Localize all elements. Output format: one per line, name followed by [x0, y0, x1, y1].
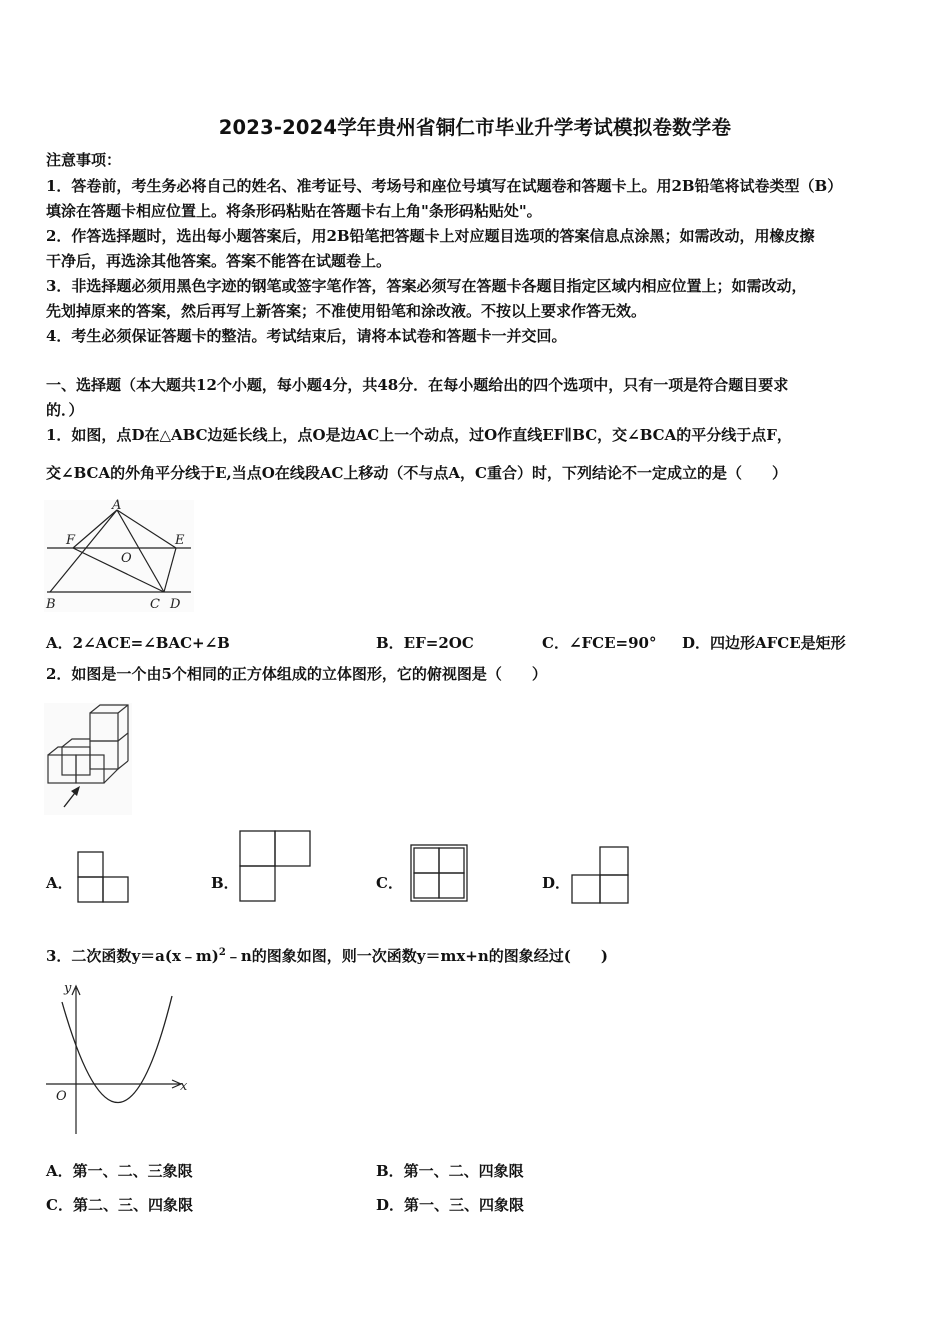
q2-option-c-label[interactable]: C．: [376, 874, 403, 892]
q2-option-a-label[interactable]: A．: [46, 874, 73, 892]
notice-line: 3．非选择题必须用黑色字迹的钢笔或签字笔作答，答案必须写在答题卡各题目指定区域内相应位置上；如需改动，: [46, 277, 807, 295]
q3-stem-pre: 3．二次函数y＝a(x﹣m): [46, 947, 219, 965]
square: [439, 848, 464, 873]
notice-line: 4．考生必须保证答题卡的整洁。考试结束后，请将本试卷和答题卡一并交回。: [46, 327, 567, 345]
q3-stem-post: ﹣n的图象如图，则一次函数y＝mx+n的图象经过( ): [225, 947, 608, 965]
square: [78, 877, 103, 902]
q3-parabola-figure: [42, 978, 192, 1138]
label-c: C: [150, 597, 160, 612]
q3-option-b[interactable]: B．第一、二、四象限: [376, 1162, 524, 1180]
square: [103, 877, 128, 902]
q1-stem-line2: 交∠BCA的外角平分线于E,当点O在线段AC上移动（不与点A，C重合）时，下列结论不一定成立的是（ ）: [46, 464, 787, 482]
square: [240, 866, 275, 901]
q3-stem: [46, 940, 608, 969]
label-x: x: [180, 1079, 188, 1094]
q1-option-d[interactable]: D．四边形AFCE是矩形: [682, 634, 846, 652]
notice-line: 干净后，再选涂其他答案。答案不能答在试题卷上。: [46, 252, 392, 270]
section-heading-cont: 的．）: [46, 401, 84, 419]
square: [275, 831, 310, 866]
figure-background: [44, 703, 132, 815]
q1-option-c[interactable]: C．∠FCE=90°: [542, 634, 657, 652]
q3-option-a[interactable]: A．第一、二、三象限: [46, 1162, 193, 1180]
figure-background: [44, 500, 194, 612]
q3-option-c[interactable]: C．第二、三、四象限: [46, 1196, 193, 1214]
q3-option-d[interactable]: D．第一、三、四象限: [376, 1196, 525, 1214]
q1-stem-line1: 1．如图，点D在△ABC边延长线上，点O是边AC上一个动点，过O作直线EF∥BC，交∠BCA的平分线于点F，: [46, 426, 792, 444]
label-b: B: [46, 597, 56, 612]
q2-option-d-figure[interactable]: [570, 846, 630, 904]
square: [240, 831, 275, 866]
label-f: F: [66, 533, 76, 548]
q2-option-a-figure[interactable]: [76, 852, 130, 904]
label-origin: O: [56, 1089, 67, 1104]
q2-cube-figure: [44, 703, 132, 815]
q1-option-a[interactable]: A．2∠ACE=∠BAC+∠B: [46, 634, 230, 652]
notice-line: 1．答卷前，考生务必将自己的姓名、准考证号、考场号和座位号填写在试题卷和答题卡上。用2B铅笔将试卷类型（B）: [46, 177, 843, 195]
label-d: D: [170, 597, 181, 612]
page-title: 2023-2024学年贵州省铜仁市毕业升学考试模拟卷数学卷: [218, 116, 732, 139]
square: [600, 847, 628, 875]
square: [414, 848, 439, 873]
notice-heading: 注意事项：: [46, 151, 122, 169]
label-o: O: [121, 551, 132, 566]
square: [78, 852, 103, 877]
parabola-curve: [62, 996, 172, 1103]
q2-option-d-label[interactable]: D．: [542, 874, 571, 892]
notice-line: 填涂在答题卡相应位置上。将条形码粘贴在答题卡右上角"条形码粘贴处"。: [46, 202, 542, 220]
notice-line: 先划掉原来的答案，然后再写上新答案；不准使用铅笔和涂改液。不按以上要求作答无效。: [46, 302, 647, 320]
q2-option-c-figure[interactable]: [408, 843, 470, 903]
q2-stem: 2．如图是一个由5个相同的正方体组成的立体图形，它的俯视图是（ ）: [46, 665, 547, 683]
square: [572, 875, 600, 903]
square: [414, 873, 439, 898]
label-e: E: [175, 533, 185, 548]
q1-option-b[interactable]: B．EF=2OC: [376, 634, 474, 652]
q2-option-b-figure[interactable]: [238, 830, 312, 902]
q2-option-b-label[interactable]: B．: [211, 874, 239, 892]
q1-triangle-figure: [44, 500, 194, 612]
label-a: A: [112, 498, 122, 513]
square: [600, 875, 628, 903]
square: [439, 873, 464, 898]
label-y: y: [64, 981, 72, 996]
section-heading: 一、选择题（本大题共12个小题，每小题4分，共48分．在每小题给出的四个选项中，只有一项是符合题目要求: [46, 376, 789, 394]
q3-stem-exponent: 2: [218, 947, 226, 958]
notice-line: 2．作答选择题时，选出每小题答案后，用2B铅笔把答题卡上对应题目选项的答案信息点涂黑；如需改动，用橡皮擦: [46, 227, 815, 245]
